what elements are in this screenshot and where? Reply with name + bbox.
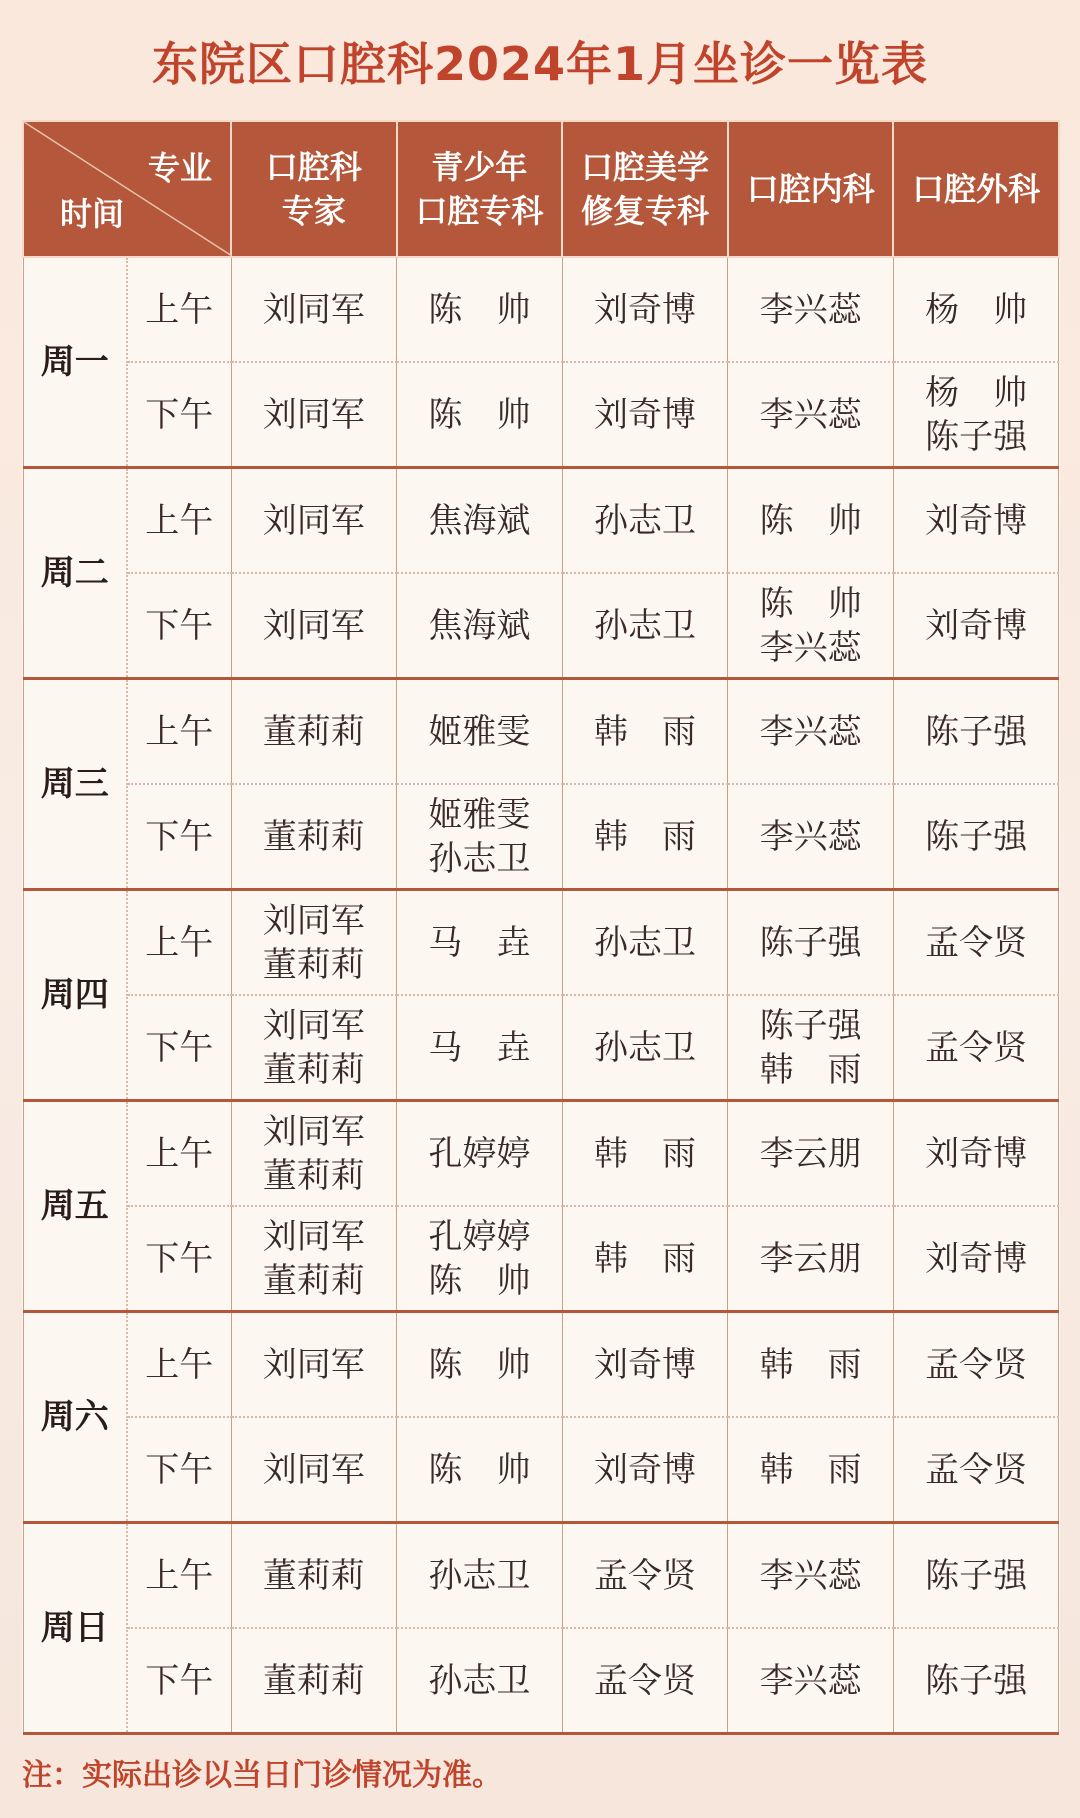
- cell-line: 青少年: [431, 148, 528, 186]
- doctor-cell: [397, 1206, 563, 1312]
- cell-line: 韩 雨: [759, 1449, 862, 1490]
- doctor-cell: [893, 362, 1059, 468]
- time-label: 下午: [127, 1206, 231, 1312]
- cell-line: 董莉莉: [262, 1155, 365, 1196]
- cell-line: 刘奇博: [925, 500, 1028, 541]
- doctor-cell: [728, 573, 894, 679]
- time-label: 下午: [127, 784, 231, 890]
- schedule-table-wrapper: [22, 120, 1058, 1735]
- doctor-cell: [893, 890, 1059, 996]
- cell-line: 杨 帅: [925, 372, 1028, 413]
- cell-line: 李云朋: [759, 1133, 862, 1174]
- cell-line: 陈子强: [759, 922, 862, 963]
- doctor-cell: [231, 890, 397, 996]
- time-label: 上午: [127, 1312, 231, 1418]
- doctor-cell: [562, 1206, 728, 1312]
- cell-line: 孟令贤: [925, 922, 1028, 963]
- doctor-cell: [562, 468, 728, 574]
- cell-line: 陈子强: [925, 1660, 1028, 1701]
- doctor-cell: [728, 995, 894, 1101]
- doctor-cell: [231, 362, 397, 468]
- time-label: 下午: [127, 1417, 231, 1523]
- cell-line: 刘同军: [262, 900, 365, 941]
- doctor-cell: [893, 784, 1059, 890]
- doctor-cell: [893, 679, 1059, 785]
- table-row: [23, 890, 1059, 996]
- doctor-cell: [562, 679, 728, 785]
- cell-line: 刘奇博: [593, 289, 696, 330]
- cell-line: 刘同军: [262, 500, 365, 541]
- cell-line: 韩 雨: [593, 1238, 696, 1279]
- table-row: [23, 1101, 1059, 1207]
- cell-line: 口腔科: [265, 148, 362, 186]
- doctor-cell: [893, 468, 1059, 574]
- table-row: [23, 1628, 1059, 1734]
- table-row: [23, 573, 1059, 679]
- doctor-cell: [562, 257, 728, 362]
- doctor-cell: [397, 1417, 563, 1523]
- cell-line: 陈子强: [925, 1555, 1028, 1596]
- doctor-cell: [562, 1417, 728, 1523]
- day-label: 周五: [23, 1101, 127, 1312]
- doctor-cell: [231, 257, 397, 362]
- doctor-cell: [231, 573, 397, 679]
- dept-header: [231, 121, 397, 257]
- cell-line: 孙志卫: [593, 1027, 696, 1068]
- time-label: 下午: [127, 995, 231, 1101]
- doctor-cell: [562, 784, 728, 890]
- table-row: [23, 784, 1059, 890]
- cell-line: 刘同军: [262, 1216, 365, 1257]
- cell-line: 陈 帅: [428, 394, 531, 435]
- cell-line: 孙志卫: [593, 500, 696, 541]
- doctor-cell: [231, 1101, 397, 1207]
- cell-line: 孙志卫: [428, 1660, 531, 1701]
- time-label: 下午: [127, 362, 231, 468]
- doctor-cell: [562, 362, 728, 468]
- corner-label-specialty: 专业: [147, 149, 212, 187]
- doctor-cell: [728, 1312, 894, 1418]
- doctor-cell: [728, 1417, 894, 1523]
- cell-line: 孟令贤: [593, 1660, 696, 1701]
- doctor-cell: [397, 1628, 563, 1734]
- header-row: [23, 121, 1059, 257]
- footnote: 注：实际出诊以当日门诊情况为准。: [22, 1758, 502, 1793]
- doctor-cell: [231, 784, 397, 890]
- doctor-cell: [893, 1206, 1059, 1312]
- cell-line: 韩 雨: [759, 1344, 862, 1385]
- cell-line: 姬雅雯: [428, 711, 531, 752]
- doctor-cell: [562, 1523, 728, 1629]
- day-label: 周二: [23, 468, 127, 679]
- doctor-cell: [397, 257, 563, 362]
- doctor-cell: [397, 1101, 563, 1207]
- time-label: 下午: [127, 1628, 231, 1734]
- cell-line: 孟令贤: [925, 1449, 1028, 1490]
- cell-line: 刘奇博: [925, 1238, 1028, 1279]
- cell-line: 韩 雨: [593, 711, 696, 752]
- day-label: 周一: [23, 257, 127, 468]
- table-row: [23, 1312, 1059, 1418]
- cell-line: 陈子强: [759, 1005, 862, 1046]
- cell-line: 韩 雨: [593, 816, 696, 857]
- cell-line: 陈子强: [925, 711, 1028, 752]
- doctor-cell: [728, 1523, 894, 1629]
- cell-line: 孙志卫: [428, 1555, 531, 1596]
- doctor-cell: [231, 468, 397, 574]
- doctor-cell: [893, 1101, 1059, 1207]
- corner-header: [23, 121, 231, 257]
- doctor-cell: [397, 1312, 563, 1418]
- doctor-cell: [728, 1101, 894, 1207]
- cell-line: 口腔外科: [912, 170, 1041, 208]
- cell-line: 李兴蕊: [759, 289, 862, 330]
- table-row: [23, 1417, 1059, 1523]
- doctor-cell: [231, 1312, 397, 1418]
- cell-line: 修复专科: [580, 192, 709, 230]
- doctor-cell: [397, 573, 563, 679]
- cell-line: 董莉莉: [262, 816, 365, 857]
- doctor-cell: [728, 257, 894, 362]
- cell-line: 董莉莉: [262, 944, 365, 985]
- cell-line: 董莉莉: [262, 1049, 365, 1090]
- cell-line: 马 垚: [428, 922, 531, 963]
- doctor-cell: [728, 1628, 894, 1734]
- time-label: 上午: [127, 890, 231, 996]
- cell-line: 孟令贤: [593, 1555, 696, 1596]
- doctor-cell: [397, 362, 563, 468]
- cell-line: 孔婷婷: [428, 1216, 531, 1257]
- doctor-cell: [728, 468, 894, 574]
- doctor-cell: [397, 679, 563, 785]
- table-row: [23, 362, 1059, 468]
- table-row: [23, 995, 1059, 1101]
- time-label: 上午: [127, 679, 231, 785]
- cell-line: 韩 雨: [593, 1133, 696, 1174]
- doctor-cell: [893, 995, 1059, 1101]
- doctor-cell: [893, 1417, 1059, 1523]
- time-label: 上午: [127, 1523, 231, 1629]
- cell-line: 刘同军: [262, 605, 365, 646]
- cell-line: 刘同军: [262, 1344, 365, 1385]
- cell-line: 刘奇博: [925, 605, 1028, 646]
- cell-line: 董莉莉: [262, 1555, 365, 1596]
- doctor-cell: [893, 573, 1059, 679]
- doctor-cell: [397, 995, 563, 1101]
- doctor-cell: [893, 257, 1059, 362]
- cell-line: 陈 帅: [428, 289, 531, 330]
- cell-line: 董莉莉: [262, 1260, 365, 1301]
- doctor-cell: [728, 890, 894, 996]
- cell-line: 孙志卫: [428, 838, 531, 879]
- doctor-cell: [893, 1312, 1059, 1418]
- doctor-cell: [893, 1523, 1059, 1629]
- cell-line: 刘同军: [262, 394, 365, 435]
- cell-line: 姬雅雯: [428, 794, 531, 835]
- cell-line: 李兴蕊: [759, 394, 862, 435]
- day-label: 周三: [23, 679, 127, 890]
- dept-header: [728, 121, 894, 257]
- cell-line: 李兴蕊: [759, 627, 862, 668]
- doctor-cell: [562, 995, 728, 1101]
- doctor-cell: [728, 679, 894, 785]
- doctor-cell: [728, 362, 894, 468]
- doctor-cell: [562, 1312, 728, 1418]
- cell-line: 孟令贤: [925, 1027, 1028, 1068]
- doctor-cell: [231, 1417, 397, 1523]
- doctor-cell: [231, 1523, 397, 1629]
- cell-line: 李兴蕊: [759, 816, 862, 857]
- doctor-cell: [893, 1628, 1059, 1734]
- dept-header: [562, 121, 728, 257]
- cell-line: 李兴蕊: [759, 711, 862, 752]
- time-label: 上午: [127, 468, 231, 574]
- time-label: 上午: [127, 257, 231, 362]
- cell-line: 李云朋: [759, 1238, 862, 1279]
- doctor-cell: [397, 468, 563, 574]
- cell-line: 孔婷婷: [428, 1133, 531, 1174]
- cell-line: 陈 帅: [428, 1260, 531, 1301]
- doctor-cell: [397, 1523, 563, 1629]
- cell-line: 杨 帅: [925, 289, 1028, 330]
- cell-line: 刘奇博: [925, 1133, 1028, 1174]
- doctor-cell: [562, 1101, 728, 1207]
- schedule-body: [23, 257, 1059, 1734]
- cell-line: 李兴蕊: [759, 1660, 862, 1701]
- cell-line: 刘同军: [262, 1005, 365, 1046]
- day-label: 周日: [23, 1523, 127, 1734]
- cell-line: 孟令贤: [925, 1344, 1028, 1385]
- dept-header: [893, 121, 1059, 257]
- cell-line: 陈 帅: [428, 1344, 531, 1385]
- cell-line: 刘奇博: [593, 1344, 696, 1385]
- corner-label-time: 时间: [60, 195, 125, 233]
- cell-line: 董莉莉: [262, 1660, 365, 1701]
- table-row: [23, 257, 1059, 362]
- cell-line: 李兴蕊: [759, 1555, 862, 1596]
- cell-line: 刘同军: [262, 1111, 365, 1152]
- cell-line: 口腔专科: [415, 192, 544, 230]
- table-row: [23, 679, 1059, 785]
- doctor-cell: [231, 995, 397, 1101]
- cell-line: 陈子强: [925, 416, 1028, 457]
- cell-line: 陈 帅: [759, 583, 862, 624]
- cell-line: 马 垚: [428, 1027, 531, 1068]
- cell-line: 陈子强: [925, 816, 1028, 857]
- cell-line: 焦海斌: [428, 605, 531, 646]
- doctor-cell: [562, 573, 728, 679]
- time-label: 上午: [127, 1101, 231, 1207]
- time-label: 下午: [127, 573, 231, 679]
- cell-line: 刘同军: [262, 289, 365, 330]
- table-row: [23, 1206, 1059, 1312]
- cell-line: 口腔美学: [580, 148, 709, 186]
- cell-line: 刘奇博: [593, 1449, 696, 1490]
- cell-line: 焦海斌: [428, 500, 531, 541]
- doctor-cell: [562, 890, 728, 996]
- doctor-cell: [562, 1628, 728, 1734]
- page-title: 东院区口腔科2024年1月坐诊一览表: [151, 37, 929, 91]
- day-label: 周六: [23, 1312, 127, 1523]
- doctor-cell: [231, 1628, 397, 1734]
- table-row: [23, 468, 1059, 574]
- doctor-cell: [728, 784, 894, 890]
- cell-line: 口腔内科: [746, 170, 875, 208]
- day-label: 周四: [23, 890, 127, 1101]
- doctor-cell: [231, 679, 397, 785]
- cell-line: 董莉莉: [262, 711, 365, 752]
- table-row: [23, 1523, 1059, 1629]
- cell-line: 刘同军: [262, 1449, 365, 1490]
- cell-line: 陈 帅: [759, 500, 862, 541]
- schedule-table: [22, 120, 1060, 1735]
- cell-line: 刘奇博: [593, 394, 696, 435]
- dept-header: [397, 121, 563, 257]
- cell-line: 孙志卫: [593, 605, 696, 646]
- doctor-cell: [397, 784, 563, 890]
- doctor-cell: [728, 1206, 894, 1312]
- cell-line: 陈 帅: [428, 1449, 531, 1490]
- cell-line: 韩 雨: [759, 1049, 862, 1090]
- cell-line: 专家: [281, 192, 346, 230]
- doctor-cell: [231, 1206, 397, 1312]
- doctor-cell: [397, 890, 563, 996]
- cell-line: 孙志卫: [593, 922, 696, 963]
